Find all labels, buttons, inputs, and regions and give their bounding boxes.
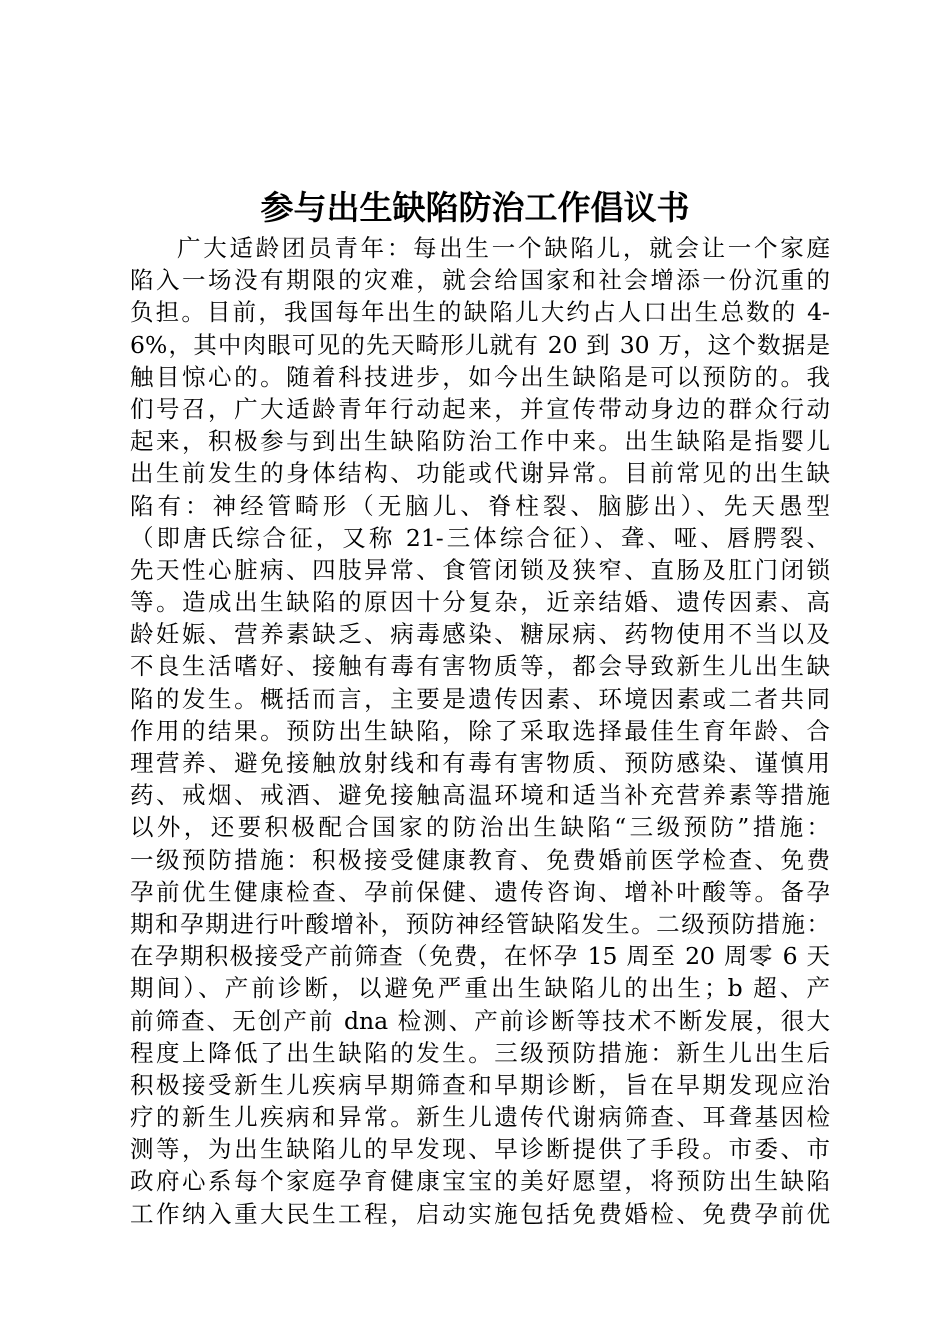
body-text-line: 广大适龄团员青年：每出生一个缺陷儿，就会让一个家庭: [177, 234, 830, 262]
body-text-line: 期和孕期进行叶酸增补，预防神经管缺陷发生。二级预防措施：: [130, 909, 830, 938]
body-text-line: 陷的发生。概括而言，主要是遗传因素、环境因素或二者共同: [130, 684, 830, 713]
body-text-line: 在孕期积极接受产前筛查（免费，在怀孕 15 周至 20 周零 6 天: [130, 942, 830, 971]
body-text-line: （即唐氏综合征，又称 21-三体综合征）、聋、哑、唇腭裂、: [130, 523, 830, 552]
body-text-line: 先天性心脏病、四肢异常、食管闭锁及狭窄、直肠及肛门闭锁: [130, 555, 830, 584]
body-text-line: 工作纳入重大民生工程，启动实施包括免费婚检、免费孕前优: [130, 1199, 830, 1228]
body-text-line: 陷有：神经管畸形（无脑儿、脊柱裂、脑膨出）、先天愚型: [130, 491, 830, 520]
body-text-line: 以外，还要积极配合国家的防治出生缺陷“三级预防”措施：: [130, 813, 830, 842]
body-text-line: 龄妊娠、营养素缺乏、病毒感染、糖尿病、药物使用不当以及: [130, 620, 830, 649]
body-text-line: 疗的新生儿疾病和异常。新生儿遗传代谢病筛查、耳聋基因检: [130, 1103, 830, 1132]
body-text-line: 触目惊心的。随着科技进步，如今出生缺陷是可以预防的。我: [130, 362, 830, 391]
body-text-line: 药、戒烟、戒酒、避免接触高温环境和适当补充营养素等措施: [130, 781, 830, 810]
document-title: 参与出生缺陷防治工作倡议书: [260, 188, 690, 227]
body-text-line: 作用的结果。预防出生缺陷，除了采取选择最佳生育年龄、合: [130, 716, 830, 745]
body-text-line: 积极接受新生儿疾病早期筛查和早期诊断，旨在早期发现应治: [130, 1070, 830, 1099]
document-body: [130, 232, 830, 1230]
body-text-line: 不良生活嗜好、接触有毒有害物质等，都会导致新生儿出生缺: [130, 652, 830, 681]
body-text-line: 出生前发生的身体结构、功能或代谢异常。目前常见的出生缺: [130, 459, 830, 488]
body-text-line: 政府心系每个家庭孕育健康宝宝的美好愿望，将预防出生缺陷: [130, 1167, 830, 1196]
body-text-line: 期间）、产前诊断，以避免严重出生缺陷儿的出生；b 超、产: [130, 974, 830, 1003]
body-text-line: 一级预防措施：积极接受健康教育、免费婚前医学检查、免费: [130, 845, 830, 874]
body-text-line: 6%，其中肉眼可见的先天畸形儿就有 20 到 30 万，这个数据是: [130, 330, 830, 359]
body-text-line: 陷入一场没有期限的灾难，就会给国家和社会增添一份沉重的: [130, 266, 830, 295]
body-text-line: 孕前优生健康检查、孕前保健、遗传咨询、增补叶酸等。备孕: [130, 877, 830, 906]
body-text-line: 起来，积极参与到出生缺陷防治工作中来。出生缺陷是指婴儿: [130, 427, 830, 456]
body-text-line: 负担。目前，我国每年出生的缺陷儿大约占人口出生总数的 4-: [130, 298, 830, 327]
body-text-line: 测等，为出生缺陷儿的早发现、早诊断提供了手段。市委、市: [130, 1135, 830, 1164]
body-text-line: 理营养、避免接触放射线和有毒有害物质、预防感染、谨慎用: [130, 749, 830, 777]
body-text-line: 们号召，广大适龄青年行动起来，并宣传带动身边的群众行动: [130, 394, 830, 423]
body-text-line: 前筛查、无创产前 dna 检测、产前诊断等技术不断发展，很大: [130, 1006, 830, 1035]
body-text-line: 程度上降低了出生缺陷的发生。三级预防措施：新生儿出生后: [130, 1038, 830, 1067]
body-text-line: 等。造成出生缺陷的原因十分复杂，近亲结婚、遗传因素、高: [130, 588, 830, 617]
